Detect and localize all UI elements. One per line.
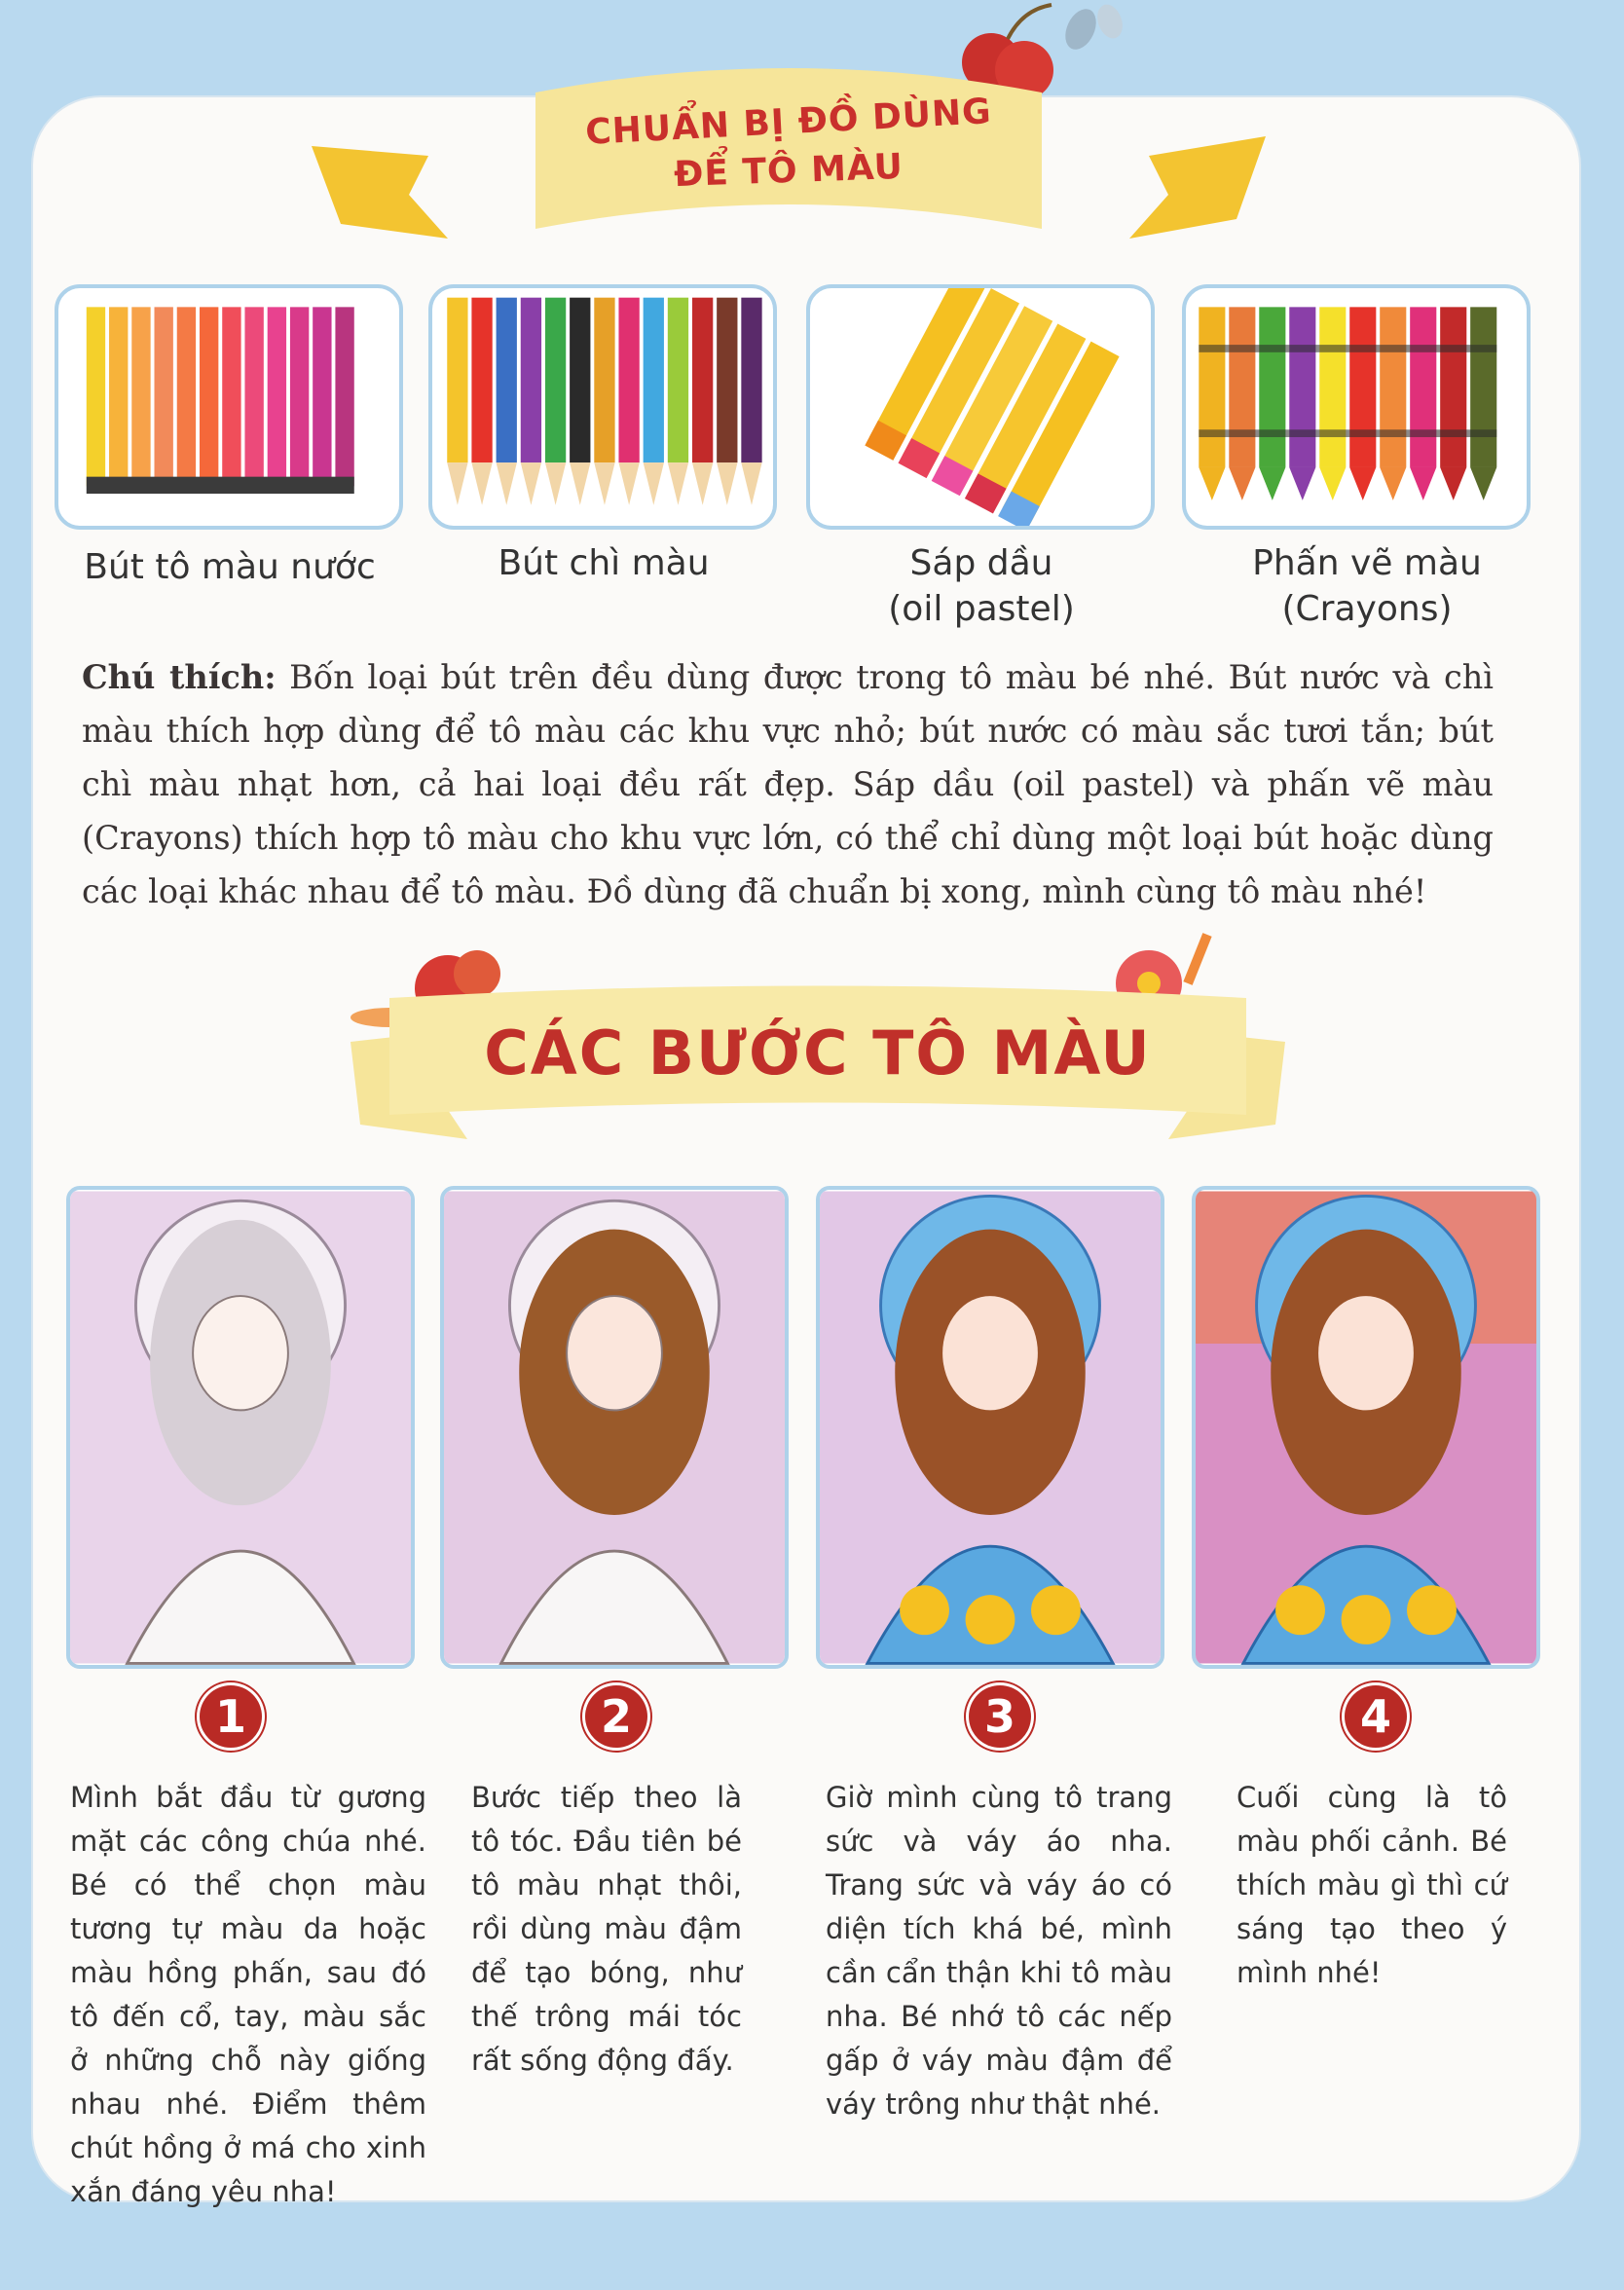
steps-title: CÁC BƯỚC TÔ MÀU: [484, 1017, 1152, 1089]
step-3-description: Giờ mình cùng tô trang sức và váy áo nha. Trang sức và váy áo có diện tích khá bé, mình cần cẩn thận khi tô màu nha. Bé nhớ tô các nếp gấp ở váy màu đậm để váy trông như thật nhé.: [826, 1781, 1172, 2121]
step-2-number-badge: 2: [582, 1682, 650, 1751]
supplies-title-line1: CHUẨN BỊ ĐỒ DÙNG: [584, 92, 993, 153]
step-2-description: Bước tiếp theo là tô tóc. Đầu tiên bé tô màu nhạt thôi, rồi dùng màu đậm để tạo bóng, như thế trông mái tóc rất sống động đấy.: [471, 1781, 742, 2077]
step-3-image: [816, 1186, 1164, 1669]
steps-ribbon-banner: [331, 896, 1305, 1168]
step-1-description: Mình bắt đầu từ gương mặt các công chúa nhé. Bé có thể chọn màu tương tự màu da hoặc màu hồng phấn, sau đó tô đến cổ, tay, màu sắc ở những chỗ này giống nhau nhé. Điểm thêm chút hồng ở má cho xinh xắn đáng yêu nha!: [70, 1781, 426, 2208]
step-1-number-badge: 1: [197, 1682, 265, 1751]
supply-image-markers: [55, 284, 403, 530]
supply-label-colored-pencils: Bút chì màu: [498, 543, 710, 583]
step-1-image: [66, 1186, 415, 1669]
note-lead: Chú thích:: [82, 658, 277, 696]
step-4-number-badge: 4: [1342, 1682, 1410, 1751]
supplies-title-line2: ĐỂ TÔ MÀU: [673, 146, 904, 196]
step-4-description: Cuối cùng là tô màu phối cảnh. Bé thích màu gì thì cứ sáng tạo theo ý mình nhé!: [1236, 1781, 1507, 1989]
supply-image-oil-pastels: [806, 284, 1155, 530]
supply-image-crayons: [1182, 284, 1531, 530]
supply-label-oil-pastels: Sáp dầu (oil pastel): [888, 543, 1075, 629]
note-text: Bốn loại bút trên đều dùng được trong tô màu bé nhé. Bút nước và chì màu thích hợp dùng để tô màu các khu vực nhỏ; bút nước có màu sắc tươi tắn; bút chì màu nhạt hơn, cả hai loại đều rất đẹp. Sáp dầu (oil pastel) và phấn vẽ màu (Crayons) thích hợp tô màu cho khu vực lớn, có thể chỉ dùng một loại bút hoặc dùng các loại khác nhau để tô màu. Đồ dùng đã chuẩn bị xong, mình cùng tô màu nhé!: [82, 658, 1494, 910]
supply-label-markers: Bút tô màu nước: [84, 547, 376, 587]
step-2-image: [440, 1186, 789, 1669]
step-3-number-badge: 3: [966, 1682, 1034, 1751]
supply-label-crayons: Phấn vẽ màu (Crayons): [1252, 543, 1482, 629]
supply-image-colored-pencils: [428, 284, 777, 530]
note-paragraph: [82, 650, 1494, 918]
supplies-ribbon-banner: [302, 54, 1275, 258]
step-4-image: [1192, 1186, 1540, 1669]
